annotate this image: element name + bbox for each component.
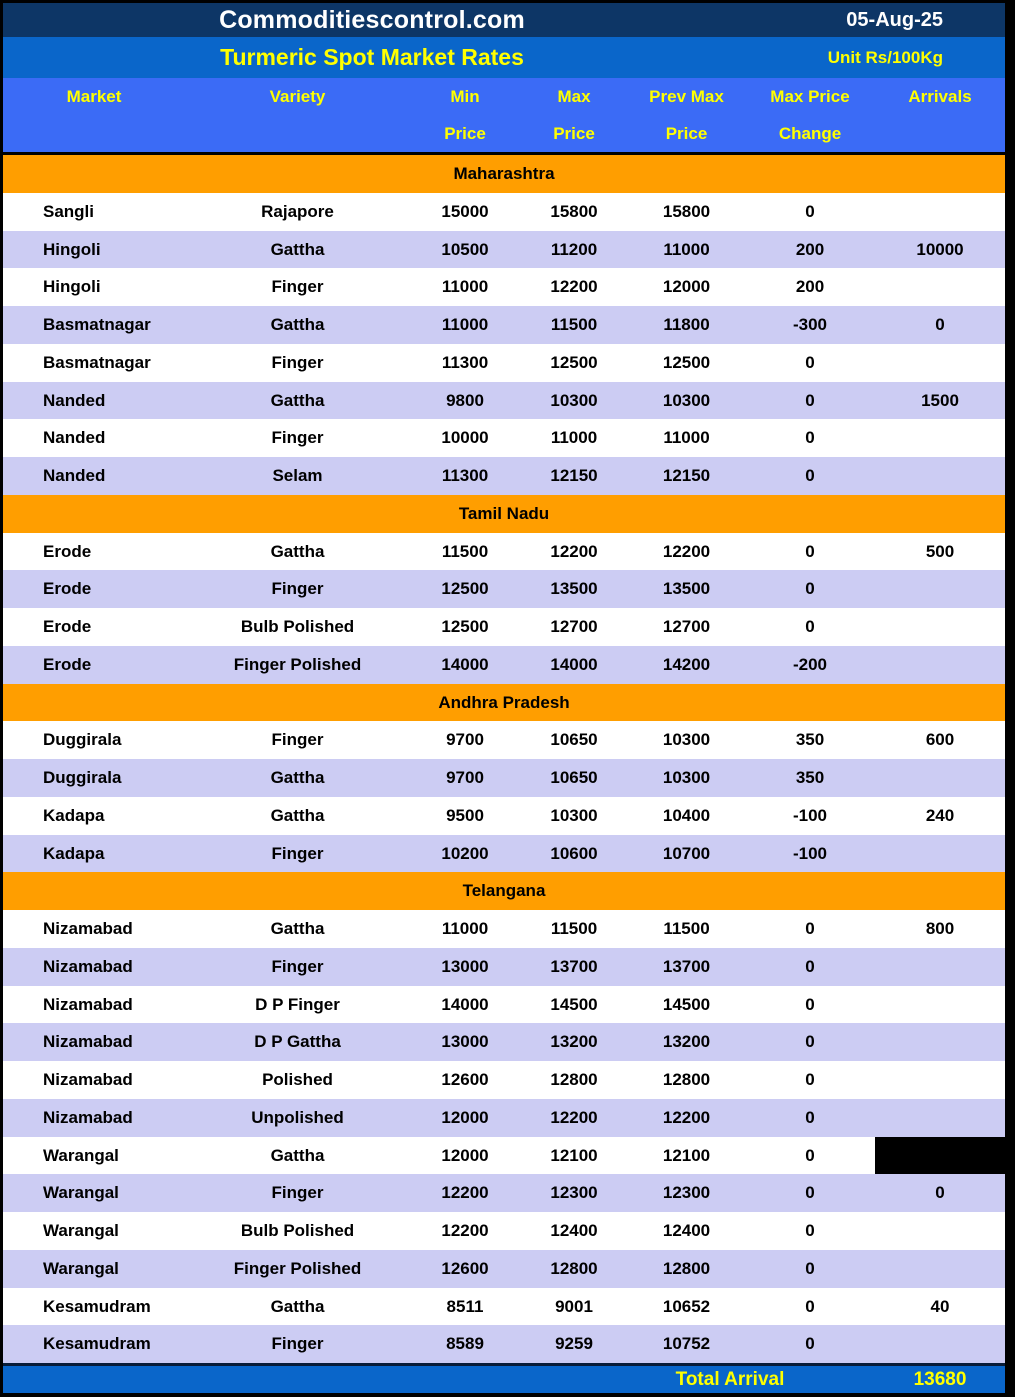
cell-max-price: 10300 <box>550 805 598 825</box>
cell-max-price: 12400 <box>550 1221 598 1240</box>
cell-prev-max-price: 12800 <box>662 1070 711 1089</box>
cell-min-price: 12500 <box>441 617 489 636</box>
title-bar <box>3 37 1005 78</box>
table-row <box>3 948 1005 986</box>
column-header-min <box>410 78 520 152</box>
cell-market: Nizamabad <box>43 1032 133 1052</box>
cell-max-price-change: 0 <box>805 1107 815 1127</box>
cell-variety: Finger <box>271 730 324 750</box>
footer-bar <box>3 1363 1005 1396</box>
cell-max-price-change: -200 <box>792 654 828 674</box>
cell-max-price: 12200 <box>550 277 598 297</box>
cell-arrivals <box>875 193 1005 231</box>
cell-market: Duggirala <box>43 768 122 787</box>
cell-max-price: 9259 <box>555 1334 593 1354</box>
cell-prev-max-price: 12100 <box>662 1145 711 1165</box>
table-row <box>3 1061 1005 1099</box>
cell-max-price: 11000 <box>550 428 598 448</box>
cell-market: Nanded <box>43 466 106 485</box>
cell-min-price: 8511 <box>446 1296 484 1316</box>
report-date: 05-Aug-25 <box>846 9 943 31</box>
cell-arrivals <box>875 419 1005 457</box>
cell-max-price-change: 0 <box>805 1258 815 1278</box>
cell-max-price: 10650 <box>550 730 598 750</box>
table-row <box>3 306 1005 344</box>
cell-market: Sangli <box>43 201 95 221</box>
cell-variety: Finger <box>271 843 324 863</box>
cell-arrivals <box>875 986 1005 1024</box>
cell-variety: D P Finger <box>255 994 340 1014</box>
cell-market: Hingoli <box>43 239 101 259</box>
cell-min-price: 15000 <box>441 201 489 221</box>
table-row <box>3 1250 1005 1288</box>
cell-max-price-change: 0 <box>805 579 815 599</box>
cell-max-price-change: 0 <box>805 1070 815 1089</box>
cell-min-price: 11000 <box>441 315 489 334</box>
table-row <box>3 1288 1005 1326</box>
cell-min-price: 12200 <box>441 1183 489 1203</box>
column-header-line2 <box>3 115 185 152</box>
cell-variety: Finger <box>271 277 324 297</box>
top-bar <box>3 3 1005 37</box>
cell-prev-max-price: 15800 <box>662 201 711 221</box>
cell-min-price: 9700 <box>446 768 484 787</box>
cell-max-price-change: 0 <box>805 994 815 1014</box>
cell-max-price-change: 0 <box>805 390 815 410</box>
cell-variety: Finger <box>271 956 324 976</box>
section-header: Andhra Pradesh <box>3 684 1005 722</box>
cell-max-price: 12300 <box>550 1183 598 1203</box>
cell-max-price: 13200 <box>550 1032 598 1052</box>
table-row <box>3 986 1005 1024</box>
cell-max-price-change: 350 <box>795 730 825 750</box>
cell-max-price: 12150 <box>550 466 598 485</box>
column-header-arrivals <box>875 78 1005 152</box>
cell-arrivals: 40 <box>930 1296 950 1316</box>
section-header: Tamil Nadu <box>3 495 1005 533</box>
column-header-line2: Price <box>553 124 595 143</box>
cell-max-price: 14000 <box>550 654 598 674</box>
column-header-line1: Arrivals <box>908 87 972 106</box>
cell-min-price: 8589 <box>446 1334 484 1354</box>
site-title: Commoditiescontrol.com <box>219 6 525 34</box>
cell-max-price: 12200 <box>550 1107 598 1127</box>
table-row <box>3 193 1005 231</box>
cell-min-price: 12200 <box>441 1221 489 1240</box>
cell-max-price: 10600 <box>550 843 598 863</box>
cell-max-price: 12200 <box>550 541 598 561</box>
cell-variety: Finger Polished <box>233 1258 362 1278</box>
cell-max-price: 12800 <box>550 1258 598 1278</box>
cell-market: Kesamudram <box>43 1296 151 1316</box>
section-header: Telangana <box>3 872 1005 910</box>
rates-table <box>3 155 1005 1363</box>
cell-variety: Gattha <box>270 1296 325 1316</box>
cell-prev-max-price: 10300 <box>662 390 711 410</box>
cell-arrivals <box>875 1212 1005 1250</box>
cell-prev-max-price: 12200 <box>662 1107 711 1127</box>
cell-arrivals: 0 <box>935 315 945 334</box>
cell-arrivals <box>875 608 1005 646</box>
cell-max-price: 9001 <box>555 1296 593 1316</box>
cell-variety: Unpolished <box>251 1107 344 1127</box>
cell-arrivals <box>875 457 1005 495</box>
cell-min-price: 13000 <box>441 1032 489 1052</box>
table-row <box>3 1023 1005 1061</box>
cell-max-price-change: -300 <box>792 315 828 334</box>
cell-variety: Gattha <box>270 805 325 825</box>
column-header-line2: Change <box>778 124 842 143</box>
cell-max-price-change: 0 <box>805 1183 815 1203</box>
column-header-line1: Max <box>557 87 591 106</box>
cell-min-price: 11000 <box>441 919 489 938</box>
cell-market: Kadapa <box>43 843 105 863</box>
cell-market: Erode <box>43 541 92 561</box>
table-row <box>3 268 1005 306</box>
cell-min-price: 11300 <box>441 352 489 372</box>
cell-max-price-change: 0 <box>805 352 815 372</box>
cell-prev-max-price: 11800 <box>663 315 710 334</box>
cell-variety: Gattha <box>270 919 325 938</box>
cell-variety: Bulb Polished <box>240 1221 355 1240</box>
cell-prev-max-price: 13500 <box>662 579 711 599</box>
table-row <box>3 1137 1005 1175</box>
cell-market: Warangal <box>43 1145 119 1165</box>
cell-prev-max-price: 12150 <box>662 466 711 485</box>
cell-variety: Gattha <box>270 315 325 334</box>
cell-max-price: 14500 <box>550 994 598 1014</box>
cell-prev-max-price: 10300 <box>662 730 711 750</box>
cell-arrivals <box>875 1061 1005 1099</box>
cell-market: Nanded <box>43 428 106 448</box>
column-header-line1: Market <box>66 87 122 106</box>
cell-arrivals <box>875 948 1005 986</box>
column-header-line1: Prev Max <box>649 87 724 106</box>
cell-max-price-change: -100 <box>792 843 828 863</box>
cell-arrivals: 600 <box>925 730 955 750</box>
cell-max-price-change: 0 <box>805 428 815 448</box>
table-row <box>3 835 1005 873</box>
cell-variety: Gattha <box>270 541 325 561</box>
cell-max-price-change: 200 <box>795 239 825 259</box>
cell-variety: Bulb Polished <box>240 617 355 636</box>
cell-prev-max-price: 10752 <box>662 1334 711 1354</box>
column-header-market <box>3 78 185 152</box>
cell-arrivals <box>875 344 1005 382</box>
cell-arrivals <box>875 646 1005 684</box>
cell-prev-max-price: 11000 <box>663 239 710 259</box>
cell-market: Basmatnagar <box>43 315 151 334</box>
cell-min-price: 10500 <box>441 239 489 259</box>
cell-variety: Finger <box>271 1183 324 1203</box>
cell-max-price-change: 0 <box>805 466 815 485</box>
table-row <box>3 533 1005 571</box>
cell-variety: Gattha <box>270 1145 325 1165</box>
cell-arrivals <box>875 268 1005 306</box>
table-row <box>3 1325 1005 1363</box>
redacted-cell <box>875 1137 1005 1175</box>
cell-max-price-change: 200 <box>795 277 825 297</box>
cell-prev-max-price: 12000 <box>662 277 711 297</box>
table-row <box>3 382 1005 420</box>
cell-market: Warangal <box>43 1258 119 1278</box>
column-header-line2 <box>875 115 1005 152</box>
cell-arrivals: 1500 <box>921 390 959 410</box>
cell-variety: Finger <box>271 1334 324 1354</box>
table-row <box>3 797 1005 835</box>
cell-variety: Rajapore <box>261 201 334 221</box>
table-row <box>3 759 1005 797</box>
cell-variety: Selam <box>272 466 323 485</box>
cell-variety: Gattha <box>270 768 325 787</box>
cell-arrivals <box>875 835 1005 873</box>
cell-max-price: 12800 <box>550 1070 598 1089</box>
cell-max-price: 15800 <box>550 201 598 221</box>
cell-arrivals: 0 <box>935 1183 945 1203</box>
table-row <box>3 457 1005 495</box>
cell-arrivals <box>875 1325 1005 1363</box>
cell-arrivals <box>875 759 1005 797</box>
cell-variety: Finger <box>271 428 324 448</box>
cell-min-price: 12600 <box>441 1258 489 1278</box>
cell-prev-max-price: 10700 <box>662 843 711 863</box>
cell-market: Nanded <box>43 390 106 410</box>
cell-market: Erode <box>43 617 92 636</box>
cell-arrivals <box>875 1099 1005 1137</box>
column-header-line1: Variety <box>269 87 326 106</box>
cell-min-price: 12000 <box>441 1145 489 1165</box>
cell-min-price: 12600 <box>441 1070 489 1089</box>
cell-prev-max-price: 10300 <box>662 768 711 787</box>
cell-arrivals <box>875 1250 1005 1288</box>
cell-max-price: 13700 <box>550 956 598 976</box>
cell-prev-max-price: 13200 <box>662 1032 711 1052</box>
cell-min-price: 13000 <box>441 956 489 976</box>
cell-market: Erode <box>43 579 92 599</box>
cell-min-price: 12500 <box>441 579 489 599</box>
cell-max-price: 10650 <box>550 768 598 787</box>
cell-prev-max-price: 11500 <box>663 919 710 938</box>
cell-market: Nizamabad <box>43 956 133 976</box>
table-row <box>3 1174 1005 1212</box>
cell-market: Warangal <box>43 1221 119 1240</box>
column-header-max <box>520 78 628 152</box>
cell-max-price-change: 0 <box>805 1296 815 1316</box>
cell-market: Nizamabad <box>43 1070 133 1089</box>
cell-market: Nizamabad <box>43 919 133 938</box>
cell-prev-max-price: 14200 <box>662 654 711 674</box>
cell-max-price: 12500 <box>550 352 598 372</box>
cell-arrivals <box>875 570 1005 608</box>
column-header-line2 <box>185 115 410 152</box>
cell-prev-max-price: 11000 <box>663 428 710 448</box>
cell-max-price-change: 350 <box>795 768 825 787</box>
cell-variety: Finger Polished <box>233 654 362 674</box>
cell-max-price: 10300 <box>550 390 598 410</box>
total-arrival-label: Total Arrival <box>675 1369 785 1390</box>
cell-prev-max-price: 14500 <box>662 994 711 1014</box>
cell-variety: Finger <box>271 352 324 372</box>
column-header-line1: Min <box>450 87 480 106</box>
cell-min-price: 11500 <box>441 541 489 561</box>
table-row <box>3 419 1005 457</box>
table-row <box>3 910 1005 948</box>
cell-variety: Finger <box>271 579 324 599</box>
column-header-max-price <box>745 78 875 152</box>
cell-market: Nizamabad <box>43 1107 133 1127</box>
cell-prev-max-price: 12300 <box>662 1183 711 1203</box>
cell-market: Hingoli <box>43 277 101 297</box>
cell-arrivals <box>875 1023 1005 1061</box>
cell-market: Kesamudram <box>43 1334 151 1354</box>
cell-max-price: 11500 <box>550 315 598 334</box>
cell-prev-max-price: 10652 <box>662 1296 711 1316</box>
cell-min-price: 10000 <box>441 428 489 448</box>
cell-min-price: 9700 <box>446 730 484 750</box>
table-row <box>3 721 1005 759</box>
table-row <box>3 570 1005 608</box>
cell-prev-max-price: 12500 <box>662 352 711 372</box>
cell-variety: Polished <box>262 1070 333 1089</box>
cell-max-price: 11500 <box>550 919 598 938</box>
column-header-line1: Max Price <box>770 87 850 106</box>
cell-max-price-change: 0 <box>805 541 815 561</box>
column-header-row <box>3 78 1005 152</box>
cell-prev-max-price: 12400 <box>662 1221 711 1240</box>
cell-min-price: 11300 <box>441 466 489 485</box>
cell-arrivals: 240 <box>925 805 955 825</box>
report-title: Turmeric Spot Market Rates <box>220 44 524 70</box>
cell-prev-max-price: 12700 <box>662 617 711 636</box>
cell-variety: Gattha <box>270 390 325 410</box>
cell-max-price-change: 0 <box>805 919 815 938</box>
cell-min-price: 9800 <box>446 390 484 410</box>
cell-market: Nizamabad <box>43 994 133 1014</box>
cell-market: Erode <box>43 654 92 674</box>
cell-max-price: 11200 <box>550 239 598 259</box>
cell-max-price: 12100 <box>550 1145 598 1165</box>
cell-max-price: 13500 <box>550 579 598 599</box>
cell-prev-max-price: 10400 <box>662 805 711 825</box>
cell-max-price-change: 0 <box>805 1334 815 1354</box>
column-header-variety <box>185 78 410 152</box>
cell-variety: D P Gattha <box>254 1032 341 1052</box>
cell-max-price: 12700 <box>550 617 598 636</box>
cell-max-price-change: 0 <box>805 201 815 221</box>
table-row <box>3 344 1005 382</box>
table-row <box>3 646 1005 684</box>
cell-min-price: 12000 <box>441 1107 489 1127</box>
cell-market: Duggirala <box>43 730 122 750</box>
cell-variety: Gattha <box>270 239 325 259</box>
column-header-prev-max <box>628 78 745 152</box>
column-header-line2: Price <box>444 124 486 143</box>
cell-market: Kadapa <box>43 805 105 825</box>
cell-market: Warangal <box>43 1183 119 1203</box>
cell-min-price: 10200 <box>441 843 489 863</box>
section-header: Maharashtra <box>3 155 1005 193</box>
cell-max-price-change: -100 <box>792 805 828 825</box>
cell-min-price: 14000 <box>441 994 489 1014</box>
cell-arrivals: 800 <box>925 919 955 938</box>
cell-prev-max-price: 13700 <box>662 956 711 976</box>
cell-arrivals: 10000 <box>916 239 964 259</box>
total-arrival-value: 13680 <box>913 1369 967 1390</box>
cell-max-price-change: 0 <box>805 617 815 636</box>
cell-max-price-change: 0 <box>805 1145 815 1165</box>
cell-market: Basmatnagar <box>43 352 151 372</box>
table-row <box>3 1099 1005 1137</box>
cell-max-price-change: 0 <box>805 956 815 976</box>
table-row <box>3 608 1005 646</box>
cell-min-price: 9500 <box>446 805 484 825</box>
cell-prev-max-price: 12200 <box>662 541 711 561</box>
cell-arrivals: 500 <box>925 541 955 561</box>
cell-min-price: 11000 <box>441 277 489 297</box>
cell-prev-max-price: 12800 <box>662 1258 711 1278</box>
table-row <box>3 231 1005 269</box>
table-row <box>3 1212 1005 1250</box>
column-header-line2: Price <box>665 124 708 143</box>
cell-max-price-change: 0 <box>805 1221 815 1240</box>
cell-min-price: 14000 <box>441 654 489 674</box>
cell-max-price-change: 0 <box>805 1032 815 1052</box>
unit-label: Unit Rs/100Kg <box>827 48 943 67</box>
